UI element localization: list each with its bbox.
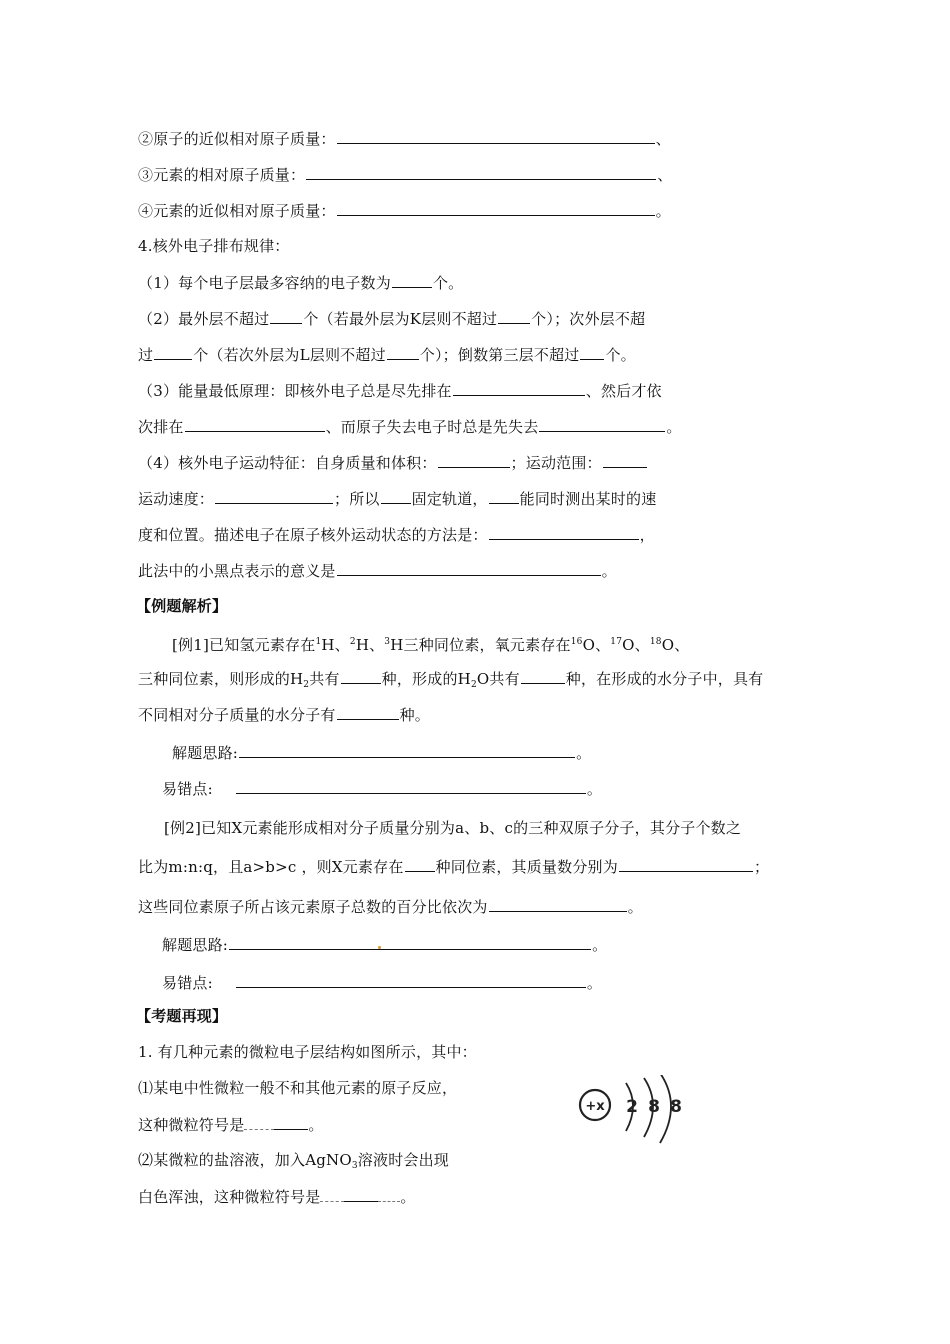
example-2-line-a: [例2]已知X元素能形成相对分子质量分别为a、b、c的三种双原子分子，其分子个数之 bbox=[164, 819, 742, 837]
rule-4-blank-6[interactable] bbox=[489, 524, 639, 540]
rule-2-blank-3[interactable] bbox=[154, 344, 192, 360]
review-q1-1-line-a: ⑴某电中性微粒一般不和其他元素的原子反应， bbox=[138, 1079, 458, 1097]
example-1-line-c: 不同相对分子质量的水分子有 种。 bbox=[138, 706, 431, 724]
example-1-blank-1[interactable] bbox=[341, 668, 381, 684]
nucleus-charge: +x bbox=[585, 1099, 605, 1114]
rule-4-blank-4[interactable] bbox=[381, 488, 411, 504]
item-2-label: ②原子的近似相对原子质量： bbox=[138, 130, 336, 148]
review-q1-1-line-b: 这种微粒符号是 。 bbox=[138, 1116, 324, 1134]
rule-2-blank-4[interactable] bbox=[387, 344, 419, 360]
example-1-line-b: 三种同位素，则形成的$H_2$共有 种，形成的$H_2O$共有 种，在形成的水分子中，具有 bbox=[138, 670, 764, 690]
rule-4-line-d: 此法中的小黑点表示的意义是 。 bbox=[138, 562, 617, 580]
rule-3-blank-3[interactable] bbox=[539, 416, 665, 432]
rule-3-blank-2[interactable] bbox=[185, 416, 325, 432]
rule-4-blank-5[interactable] bbox=[489, 488, 519, 504]
rule-4-blank-1[interactable] bbox=[438, 452, 510, 468]
example-2-error-line: 易错点: 。 bbox=[162, 974, 603, 992]
example-2-idea-line: 解题思路: 。 bbox=[162, 936, 608, 954]
shell-1-electrons: 2 bbox=[626, 1097, 638, 1117]
rule-3-line-b: 次排在 、而原子失去电子时总是先失去 。 bbox=[138, 418, 682, 436]
example-2-blank-2[interactable] bbox=[619, 856, 753, 872]
rule-2-blank-1[interactable] bbox=[270, 308, 302, 324]
example-2-error-blank[interactable] bbox=[236, 972, 586, 988]
rule-3-blank-1[interactable] bbox=[453, 380, 585, 396]
example-1-idea-blank[interactable] bbox=[239, 742, 575, 758]
examples-heading: 【例题解析】 bbox=[136, 597, 228, 615]
example-2-line-c: 这些同位素原子所占该元素原子总数的百分比依次为 。 bbox=[138, 898, 643, 916]
rule-1-line: （1）每个电子层最多容纳的电子数为 个。 bbox=[138, 274, 464, 292]
shell-3-electrons: 8 bbox=[670, 1097, 682, 1117]
example-1-error-blank[interactable] bbox=[236, 778, 586, 794]
item-2-line: ②原子的近似相对原子质量： 、 bbox=[138, 130, 671, 148]
rule-4-line-a: （4）核外电子运动特征：自身质量和体积： ；运动范围： bbox=[138, 452, 648, 473]
item-3-line: ③元素的相对原子质量： 、 bbox=[138, 166, 673, 184]
example-1-blank-2[interactable] bbox=[521, 668, 565, 684]
rule-4-blank-7[interactable] bbox=[337, 560, 601, 576]
review-q1: 1. 有几种元素的微粒电子层结构如图所示，其中： bbox=[138, 1043, 477, 1061]
review-q1-2-line-b: 白色浑浊，这种微粒符号是 。 bbox=[138, 1188, 416, 1206]
example-1-blank-3[interactable] bbox=[337, 704, 399, 720]
example-1-idea-line: 解题思路: 。 bbox=[172, 744, 592, 762]
rule-4-line-c: 度和位置。描述电子在原子核外运动状态的方法是： ， bbox=[138, 526, 655, 544]
example-1-error-line: 易错点: 。 bbox=[162, 780, 603, 798]
rule-4-line-b: 运动速度： ；所以 固定轨道， 能同时测出某时的速 bbox=[138, 490, 657, 508]
shell-2-electrons: 8 bbox=[648, 1097, 660, 1117]
review-q1-1-blank[interactable] bbox=[274, 1114, 308, 1130]
rule-1-blank[interactable] bbox=[392, 272, 432, 288]
example-2-blank-3[interactable] bbox=[489, 896, 627, 912]
item-3-blank[interactable] bbox=[306, 164, 656, 180]
rule-4-blank-2[interactable] bbox=[603, 452, 647, 468]
electron-shell-diagram bbox=[570, 1075, 700, 1155]
item-4-line: ④元素的近似相对原子质量： 。 bbox=[138, 202, 671, 220]
review-q1-2-blank[interactable] bbox=[344, 1186, 378, 1202]
example-2-blank-1[interactable] bbox=[405, 856, 435, 872]
rule-2-line-a: （2）最外层不超过 个（若最外层为K层则不超过 个）；次外层不超 bbox=[138, 310, 646, 328]
item-4-blank[interactable] bbox=[337, 200, 655, 216]
rule-2-line-b: 过 个（若次外层为L层则不超过 个）；倒数第三层不超过 个。 bbox=[138, 346, 636, 364]
example-2-line-b: 比为m:n:q，且a>b>c ，则X元素存在 种同位素，其质量数分别为 ； bbox=[138, 858, 770, 876]
rule-4-blank-3[interactable] bbox=[215, 488, 333, 504]
section-4-title: 4.核外电子排布规律： bbox=[138, 237, 290, 255]
example-2-idea-blank[interactable] bbox=[229, 934, 591, 950]
item-2-blank[interactable] bbox=[337, 128, 655, 144]
rule-2-blank-2[interactable] bbox=[498, 308, 530, 324]
review-heading: 【考题再现】 bbox=[136, 1007, 228, 1025]
rule-2-blank-5[interactable] bbox=[580, 344, 604, 360]
stray-dot bbox=[378, 946, 381, 949]
rule-3-line-a: （3）能量最低原理：即核外电子总是尽先排在 、然后才依 bbox=[138, 382, 662, 400]
example-1-line-a: [例1]已知氢元素存在$^1$H、$^2$H、$^3$H三种同位素，氧元素存在$^{16}$O、$^{17}$O、$^{18}$O、 bbox=[172, 636, 690, 654]
item-4-label: ④元素的近似相对原子质量： bbox=[138, 202, 336, 220]
item-3-label: ③元素的相对原子质量： bbox=[138, 166, 306, 184]
review-q1-2-line-a: ⑵某微粒的盐溶液，加入AgNO$_3$溶液时会出现 bbox=[138, 1151, 449, 1171]
